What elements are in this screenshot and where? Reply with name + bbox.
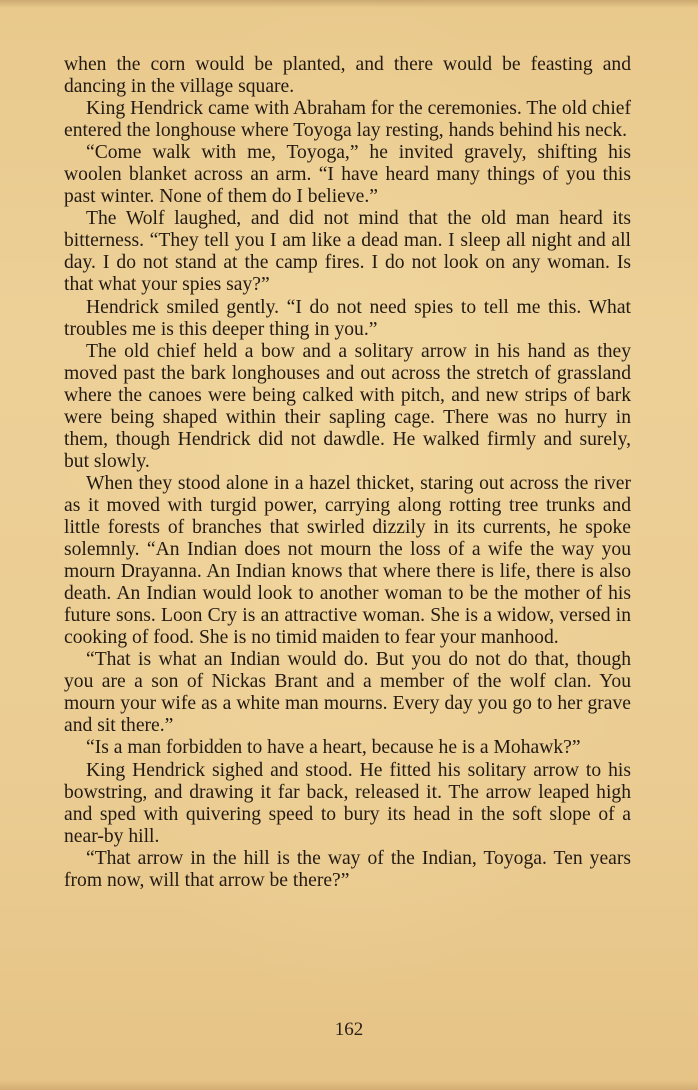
paragraph: The old chief held a bow and a solitary arrow in his hand as they moved past the bark longhouses and out across the stretch of grassland where the canoes were being calked with pitch, and new strips of bark were being shaped within their sapling cage. There was no hurry in them, though Hendrick did not dawdle. He walked firmly and surely, but slowly. bbox=[64, 340, 631, 472]
paragraph: Hendrick smiled gently. “I do not need spies to tell me this. What troubles me is this deeper thing in you.” bbox=[64, 296, 631, 340]
paragraph: The Wolf laughed, and did not mind that the old man heard its bitterness. “They tell you I am like a dead man. I sleep all night and all day. I do not stand at the camp fires. I do not look on any woman. Is that what your spies say?” bbox=[64, 208, 631, 296]
paragraph: King Hendrick came with Abraham for the ceremonies. The old chief entered the longhouse where Toyoga lay resting, hands behind his neck. bbox=[64, 98, 631, 142]
paragraph: when the corn would be planted, and there would be feasting and dancing in the village square. bbox=[64, 54, 631, 98]
page-bottom-shadow bbox=[0, 1080, 698, 1090]
paragraph: “That is what an Indian would do. But you do not do that, though you are a son of Nickas Brant and a member of the wolf clan. You mourn your wife as a white man mourns. Every day you go to her grave and sit there.” bbox=[64, 649, 631, 737]
paragraph: King Hendrick sighed and stood. He fitted his solitary arrow to his bowstring, and drawing it far back, released it. The arrow leaped high and sped with quivering speed to bury its head in the soft slope of a near-by hill. bbox=[64, 759, 631, 847]
page-top-shadow bbox=[0, 0, 698, 8]
paragraph: “Is a man forbidden to have a heart, because he is a Mohawk?” bbox=[86, 737, 581, 759]
page-number: 162 bbox=[334, 1019, 364, 1040]
paragraph: “Come walk with me, Toyoga,” he invited gravely, shifting his woolen blanket across an arm. “I have heard many things of you this past winter. None of them do I believe.” bbox=[64, 142, 631, 208]
paragraph: “That arrow in the hill is the way of the Indian, Toyoga. Ten years from now, will that arrow be there?” bbox=[64, 847, 631, 891]
body-text bbox=[64, 54, 631, 892]
paragraph: When they stood alone in a hazel thicket, staring out across the river as it moved with turgid power, carrying along rotting tree trunks and little forests of branches that swirled dizzily in its currents, he spoke solemnly. “An Indian does not mourn the loss of a wife the way you mourn Drayanna. An Indian knows that where there is life, there is also death. An Indian would look to another woman to be the mother of his future sons. Loon Cry is an attractive woman. She is a widow, versed in cooking of food. She is no timid maiden to fear your manhood. bbox=[64, 472, 631, 649]
